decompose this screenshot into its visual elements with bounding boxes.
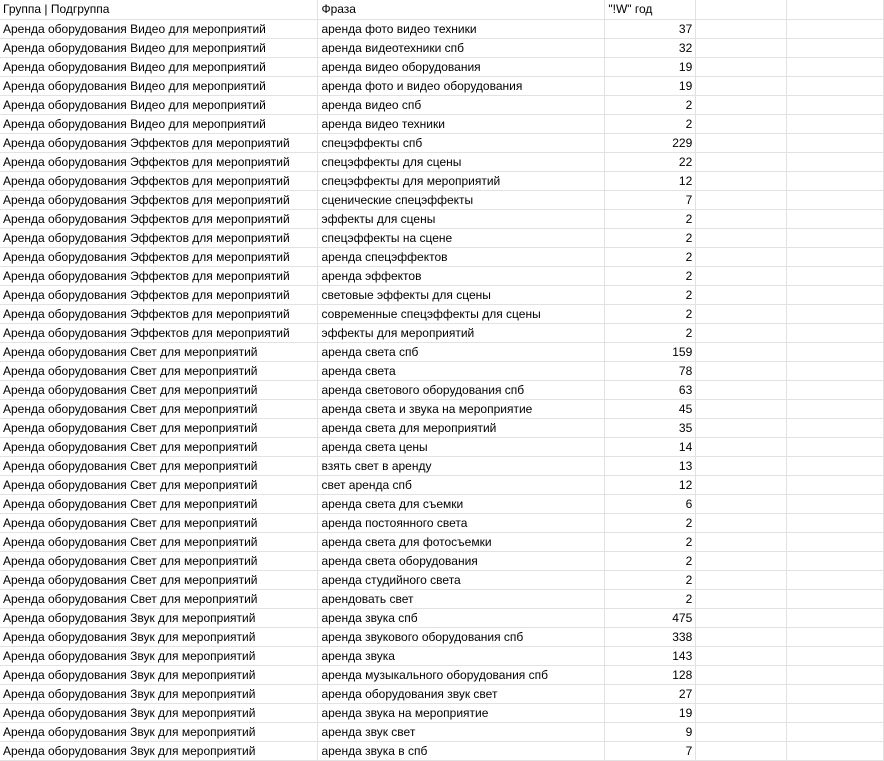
- empty-cell[interactable]: [787, 741, 884, 760]
- phrase-cell[interactable]: спецэффекты для сцены: [318, 152, 605, 171]
- freq-cell[interactable]: 9: [605, 722, 696, 741]
- table-row: [0, 247, 884, 266]
- empty-cell[interactable]: [787, 323, 884, 342]
- group-cell[interactable]: Аренда оборудования Видео для мероприятий: [0, 76, 318, 95]
- empty-cell[interactable]: [787, 475, 884, 494]
- empty-cell[interactable]: [696, 684, 787, 703]
- phrase-cell[interactable]: аренда света для съемки: [318, 494, 605, 513]
- empty-cell[interactable]: [696, 361, 787, 380]
- empty-cell[interactable]: [787, 228, 884, 247]
- empty-cell[interactable]: [787, 19, 884, 38]
- group-cell[interactable]: Аренда оборудования Видео для мероприятий: [0, 114, 318, 133]
- freq-cell[interactable]: 12: [605, 171, 696, 190]
- freq-cell[interactable]: 2: [605, 323, 696, 342]
- group-cell[interactable]: Аренда оборудования Эффектов для мероприятий: [0, 247, 318, 266]
- empty-cell[interactable]: [696, 646, 787, 665]
- empty-cell[interactable]: [696, 323, 787, 342]
- group-cell[interactable]: Аренда оборудования Эффектов для мероприятий: [0, 285, 318, 304]
- table-row: [0, 494, 884, 513]
- phrase-cell[interactable]: аренда спецэффектов: [318, 247, 605, 266]
- group-cell[interactable]: Аренда оборудования Эффектов для мероприятий: [0, 190, 318, 209]
- table-row: [0, 323, 884, 342]
- freq-cell[interactable]: 7: [605, 190, 696, 209]
- table-row: [0, 551, 884, 570]
- freq-cell[interactable]: 338: [605, 627, 696, 646]
- freq-cell[interactable]: 63: [605, 380, 696, 399]
- phrase-cell[interactable]: аренда постоянного света: [318, 513, 605, 532]
- empty-cell[interactable]: [696, 456, 787, 475]
- phrase-cell[interactable]: аренда видео спб: [318, 95, 605, 114]
- empty-cell[interactable]: [696, 380, 787, 399]
- empty-cell[interactable]: [787, 494, 884, 513]
- table-row: [0, 399, 884, 418]
- empty-cell[interactable]: [696, 627, 787, 646]
- freq-cell[interactable]: 2: [605, 513, 696, 532]
- group-cell[interactable]: Аренда оборудования Эффектов для мероприятий: [0, 323, 318, 342]
- freq-cell[interactable]: 2: [605, 570, 696, 589]
- freq-cell[interactable]: 37: [605, 19, 696, 38]
- phrase-cell[interactable]: аренда света: [318, 361, 605, 380]
- table-row: [0, 190, 884, 209]
- empty-cell[interactable]: [787, 570, 884, 589]
- group-cell[interactable]: Аренда оборудования Звук для мероприятий: [0, 684, 318, 703]
- table-row: [0, 703, 884, 722]
- freq-cell[interactable]: 27: [605, 684, 696, 703]
- empty-cell[interactable]: [787, 57, 884, 76]
- freq-cell[interactable]: 19: [605, 76, 696, 95]
- group-cell[interactable]: Аренда оборудования Эффектов для мероприятий: [0, 133, 318, 152]
- empty-cell[interactable]: [787, 665, 884, 684]
- empty-cell[interactable]: [696, 95, 787, 114]
- freq-cell[interactable]: 2: [605, 589, 696, 608]
- table-row: [0, 266, 884, 285]
- group-cell[interactable]: Аренда оборудования Свет для мероприятий: [0, 513, 318, 532]
- freq-cell[interactable]: 14: [605, 437, 696, 456]
- phrase-cell[interactable]: сценические спецэффекты: [318, 190, 605, 209]
- empty-cell[interactable]: [696, 513, 787, 532]
- phrase-cell[interactable]: аренда видеотехники спб: [318, 38, 605, 57]
- empty-cell[interactable]: [787, 114, 884, 133]
- empty-cell[interactable]: [696, 285, 787, 304]
- empty-cell[interactable]: [696, 475, 787, 494]
- empty-cell[interactable]: [696, 247, 787, 266]
- table-row: [0, 114, 884, 133]
- empty-cell[interactable]: [787, 133, 884, 152]
- empty-cell[interactable]: [696, 437, 787, 456]
- empty-cell[interactable]: [787, 190, 884, 209]
- empty-cell[interactable]: [787, 171, 884, 190]
- freq-cell[interactable]: 2: [605, 304, 696, 323]
- phrase-cell[interactable]: эффекты для мероприятий: [318, 323, 605, 342]
- empty-cell[interactable]: [696, 342, 787, 361]
- table-row: [0, 513, 884, 532]
- group-cell[interactable]: Аренда оборудования Свет для мероприятий: [0, 456, 318, 475]
- phrase-cell[interactable]: аренда звука на мероприятие: [318, 703, 605, 722]
- empty-cell[interactable]: [696, 665, 787, 684]
- header-freq-cell[interactable]: "!W" год: [605, 0, 696, 19]
- group-cell[interactable]: Аренда оборудования Звук для мероприятий: [0, 665, 318, 684]
- table-row: [0, 684, 884, 703]
- table-row: [0, 152, 884, 171]
- freq-cell[interactable]: 2: [605, 266, 696, 285]
- freq-cell[interactable]: 78: [605, 361, 696, 380]
- freq-cell[interactable]: 6: [605, 494, 696, 513]
- freq-cell[interactable]: 2: [605, 285, 696, 304]
- phrase-cell[interactable]: аренда студийного света: [318, 570, 605, 589]
- empty-cell[interactable]: [787, 532, 884, 551]
- empty-cell[interactable]: [787, 703, 884, 722]
- freq-cell[interactable]: 2: [605, 247, 696, 266]
- empty-cell[interactable]: [696, 152, 787, 171]
- phrase-cell[interactable]: аренда звук свет: [318, 722, 605, 741]
- empty-cell[interactable]: [787, 342, 884, 361]
- header-row: [0, 0, 884, 19]
- group-cell[interactable]: Аренда оборудования Звук для мероприятий: [0, 741, 318, 760]
- header-phrase-cell[interactable]: Фраза: [318, 0, 605, 19]
- phrase-cell[interactable]: спецэффекты спб: [318, 133, 605, 152]
- table-row: [0, 741, 884, 760]
- empty-cell[interactable]: [787, 266, 884, 285]
- group-cell[interactable]: Аренда оборудования Звук для мероприятий: [0, 703, 318, 722]
- freq-cell[interactable]: 229: [605, 133, 696, 152]
- phrase-cell[interactable]: аренда света и звука на мероприятие: [318, 399, 605, 418]
- empty-cell[interactable]: [787, 0, 884, 19]
- table-row: [0, 437, 884, 456]
- freq-cell[interactable]: 2: [605, 228, 696, 247]
- empty-cell[interactable]: [787, 76, 884, 95]
- group-cell[interactable]: Аренда оборудования Эффектов для мероприятий: [0, 228, 318, 247]
- group-cell[interactable]: Аренда оборудования Звук для мероприятий: [0, 646, 318, 665]
- empty-cell[interactable]: [696, 190, 787, 209]
- empty-cell[interactable]: [696, 0, 787, 19]
- group-cell[interactable]: Аренда оборудования Эффектов для мероприятий: [0, 171, 318, 190]
- empty-cell[interactable]: [787, 456, 884, 475]
- group-cell[interactable]: Аренда оборудования Свет для мероприятий: [0, 494, 318, 513]
- phrase-cell[interactable]: аренда музыкального оборудования спб: [318, 665, 605, 684]
- freq-cell[interactable]: 7: [605, 741, 696, 760]
- group-cell[interactable]: Аренда оборудования Звук для мероприятий: [0, 722, 318, 741]
- phrase-cell[interactable]: аренда фото и видео оборудования: [318, 76, 605, 95]
- empty-cell[interactable]: [696, 589, 787, 608]
- freq-cell[interactable]: 13: [605, 456, 696, 475]
- freq-cell[interactable]: 35: [605, 418, 696, 437]
- phrase-cell[interactable]: аренда звука спб: [318, 608, 605, 627]
- empty-cell[interactable]: [696, 741, 787, 760]
- empty-cell[interactable]: [696, 703, 787, 722]
- freq-cell[interactable]: 2: [605, 209, 696, 228]
- group-cell[interactable]: Аренда оборудования Свет для мероприятий: [0, 437, 318, 456]
- group-cell[interactable]: Аренда оборудования Свет для мероприятий: [0, 380, 318, 399]
- empty-cell[interactable]: [696, 38, 787, 57]
- empty-cell[interactable]: [787, 551, 884, 570]
- phrase-cell[interactable]: аренда света спб: [318, 342, 605, 361]
- table-row: [0, 57, 884, 76]
- freq-cell[interactable]: 32: [605, 38, 696, 57]
- empty-cell[interactable]: [787, 285, 884, 304]
- phrase-cell[interactable]: взять свет в аренду: [318, 456, 605, 475]
- phrase-cell[interactable]: эффекты для сцены: [318, 209, 605, 228]
- group-cell[interactable]: Аренда оборудования Эффектов для мероприятий: [0, 266, 318, 285]
- freq-cell[interactable]: 19: [605, 703, 696, 722]
- table-row: [0, 95, 884, 114]
- phrase-cell[interactable]: аренда света для фотосъемки: [318, 532, 605, 551]
- phrase-cell[interactable]: арендовать свет: [318, 589, 605, 608]
- empty-cell[interactable]: [787, 437, 884, 456]
- empty-cell[interactable]: [787, 209, 884, 228]
- table-row: [0, 285, 884, 304]
- group-cell[interactable]: Аренда оборудования Эффектов для мероприятий: [0, 152, 318, 171]
- table-row: [0, 209, 884, 228]
- freq-cell[interactable]: 159: [605, 342, 696, 361]
- table-row: [0, 532, 884, 551]
- empty-cell[interactable]: [696, 19, 787, 38]
- empty-cell[interactable]: [696, 418, 787, 437]
- empty-cell[interactable]: [787, 152, 884, 171]
- empty-cell[interactable]: [787, 722, 884, 741]
- table-row: [0, 589, 884, 608]
- table-row: [0, 665, 884, 684]
- empty-cell[interactable]: [696, 570, 787, 589]
- empty-cell[interactable]: [787, 247, 884, 266]
- phrase-cell[interactable]: спецэффекты для мероприятий: [318, 171, 605, 190]
- empty-cell[interactable]: [787, 380, 884, 399]
- table-row: [0, 342, 884, 361]
- table-row: [0, 133, 884, 152]
- empty-cell[interactable]: [787, 589, 884, 608]
- phrase-cell[interactable]: аренда видео техники: [318, 114, 605, 133]
- empty-cell[interactable]: [787, 627, 884, 646]
- empty-cell[interactable]: [696, 228, 787, 247]
- table-row: [0, 361, 884, 380]
- freq-cell[interactable]: 12: [605, 475, 696, 494]
- phrase-cell[interactable]: аренда эффектов: [318, 266, 605, 285]
- table-row: [0, 228, 884, 247]
- table-row: [0, 418, 884, 437]
- freq-cell[interactable]: 475: [605, 608, 696, 627]
- freq-cell[interactable]: 128: [605, 665, 696, 684]
- table-row: [0, 456, 884, 475]
- group-cell[interactable]: Аренда оборудования Звук для мероприятий: [0, 608, 318, 627]
- phrase-cell[interactable]: спецэффекты на сцене: [318, 228, 605, 247]
- empty-cell[interactable]: [787, 646, 884, 665]
- group-cell[interactable]: Аренда оборудования Свет для мероприятий: [0, 589, 318, 608]
- empty-cell[interactable]: [787, 95, 884, 114]
- group-cell[interactable]: Аренда оборудования Свет для мероприятий: [0, 532, 318, 551]
- freq-cell[interactable]: 2: [605, 551, 696, 570]
- table-row: [0, 380, 884, 399]
- group-cell[interactable]: Аренда оборудования Свет для мероприятий: [0, 570, 318, 589]
- table-row: [0, 570, 884, 589]
- empty-cell[interactable]: [787, 304, 884, 323]
- freq-cell[interactable]: 2: [605, 114, 696, 133]
- phrase-cell[interactable]: свет аренда спб: [318, 475, 605, 494]
- phrase-cell[interactable]: аренда звука в спб: [318, 741, 605, 760]
- group-cell[interactable]: Аренда оборудования Видео для мероприятий: [0, 19, 318, 38]
- phrase-cell[interactable]: световые эффекты для сцены: [318, 285, 605, 304]
- phrase-cell[interactable]: аренда фото видео техники: [318, 19, 605, 38]
- empty-cell[interactable]: [787, 608, 884, 627]
- phrase-cell[interactable]: аренда звукового оборудования спб: [318, 627, 605, 646]
- empty-cell[interactable]: [787, 513, 884, 532]
- group-cell[interactable]: Аренда оборудования Свет для мероприятий: [0, 551, 318, 570]
- table-row: [0, 608, 884, 627]
- freq-cell[interactable]: 45: [605, 399, 696, 418]
- table-row: [0, 171, 884, 190]
- group-cell[interactable]: Аренда оборудования Звук для мероприятий: [0, 627, 318, 646]
- phrase-cell[interactable]: современные спецэффекты для сцены: [318, 304, 605, 323]
- empty-cell[interactable]: [787, 418, 884, 437]
- table-row: [0, 38, 884, 57]
- freq-cell[interactable]: 22: [605, 152, 696, 171]
- empty-cell[interactable]: [696, 551, 787, 570]
- empty-cell[interactable]: [787, 684, 884, 703]
- group-cell[interactable]: Аренда оборудования Свет для мероприятий: [0, 399, 318, 418]
- table-row: [0, 722, 884, 741]
- empty-cell[interactable]: [696, 57, 787, 76]
- phrase-cell[interactable]: аренда оборудования звук свет: [318, 684, 605, 703]
- header-group-cell[interactable]: Группа | Подгруппа: [0, 0, 318, 19]
- empty-cell[interactable]: [696, 76, 787, 95]
- table-row: [0, 475, 884, 494]
- empty-cell[interactable]: [696, 209, 787, 228]
- table-row: [0, 76, 884, 95]
- empty-cell[interactable]: [696, 494, 787, 513]
- group-cell[interactable]: Аренда оборудования Видео для мероприятий: [0, 57, 318, 76]
- freq-cell[interactable]: 19: [605, 57, 696, 76]
- group-cell[interactable]: Аренда оборудования Свет для мероприятий: [0, 418, 318, 437]
- phrase-cell[interactable]: аренда света цены: [318, 437, 605, 456]
- empty-cell[interactable]: [696, 171, 787, 190]
- empty-cell[interactable]: [787, 361, 884, 380]
- empty-cell[interactable]: [696, 304, 787, 323]
- phrase-cell[interactable]: аренда светового оборудования спб: [318, 380, 605, 399]
- empty-cell[interactable]: [696, 722, 787, 741]
- freq-cell[interactable]: 2: [605, 532, 696, 551]
- freq-cell[interactable]: 2: [605, 95, 696, 114]
- group-cell[interactable]: Аренда оборудования Видео для мероприятий: [0, 95, 318, 114]
- empty-cell[interactable]: [696, 266, 787, 285]
- table-row: [0, 304, 884, 323]
- empty-cell[interactable]: [787, 38, 884, 57]
- empty-cell[interactable]: [696, 114, 787, 133]
- freq-cell[interactable]: 143: [605, 646, 696, 665]
- phrase-cell[interactable]: аренда света для мероприятий: [318, 418, 605, 437]
- table-row: [0, 19, 884, 38]
- empty-cell[interactable]: [787, 399, 884, 418]
- table-row: [0, 646, 884, 665]
- table-row: [0, 627, 884, 646]
- group-cell[interactable]: Аренда оборудования Свет для мероприятий: [0, 475, 318, 494]
- empty-cell[interactable]: [696, 608, 787, 627]
- phrase-cell[interactable]: аренда звука: [318, 646, 605, 665]
- group-cell[interactable]: Аренда оборудования Свет для мероприятий: [0, 342, 318, 361]
- group-cell[interactable]: Аренда оборудования Видео для мероприятий: [0, 38, 318, 57]
- group-cell[interactable]: Аренда оборудования Свет для мероприятий: [0, 361, 318, 380]
- empty-cell[interactable]: [696, 532, 787, 551]
- empty-cell[interactable]: [696, 133, 787, 152]
- group-cell[interactable]: Аренда оборудования Эффектов для мероприятий: [0, 209, 318, 228]
- phrase-cell[interactable]: аренда света оборудования: [318, 551, 605, 570]
- empty-cell[interactable]: [696, 399, 787, 418]
- phrase-cell[interactable]: аренда видео оборудования: [318, 57, 605, 76]
- group-cell[interactable]: Аренда оборудования Эффектов для мероприятий: [0, 304, 318, 323]
